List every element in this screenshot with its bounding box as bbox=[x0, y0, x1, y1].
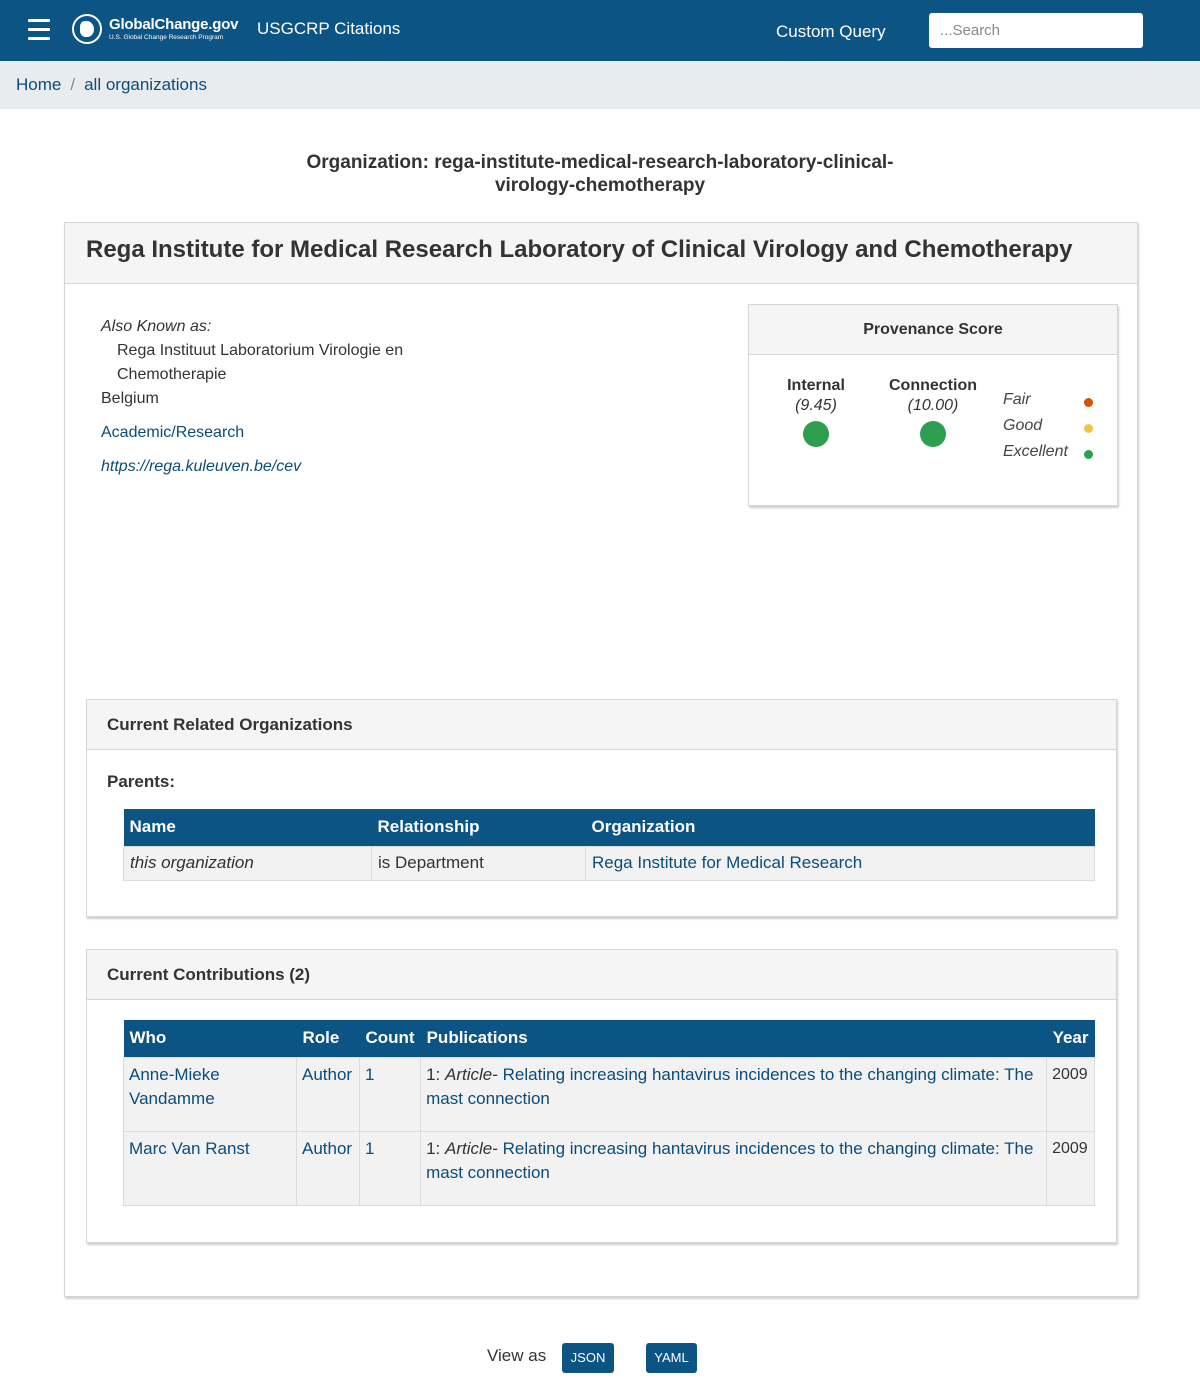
provenance-title: Provenance Score bbox=[749, 305, 1117, 355]
internal-score bbox=[761, 377, 871, 447]
site-title-link[interactable]: USGCRP Citations bbox=[257, 19, 401, 38]
role-cell bbox=[297, 1131, 360, 1205]
connection-status-dot-icon bbox=[920, 421, 946, 447]
publication-cell bbox=[421, 1131, 1047, 1205]
organization-name: Rega Institute for Medical Research Laboratory of Clinical Virology and Chemotherapy bbox=[65, 223, 1137, 284]
legend-fair-label: Fair bbox=[1003, 391, 1031, 408]
pub-index: 1: bbox=[426, 1138, 441, 1158]
publication-link[interactable]: Relating increasing hantavirus incidences to the changing climate: The mast connection bbox=[426, 1138, 1034, 1182]
publication-cell bbox=[421, 1057, 1047, 1131]
parent-name: this organization bbox=[124, 846, 372, 880]
role-link[interactable]: Author bbox=[302, 1138, 353, 1158]
parent-relationship: is Department bbox=[372, 846, 586, 880]
logo-main-text: GlobalChange.gov bbox=[109, 15, 239, 33]
internal-label: Internal bbox=[787, 377, 845, 394]
count-link[interactable]: 1 bbox=[365, 1064, 375, 1084]
legend-excellent-label: Excellent bbox=[1003, 443, 1068, 460]
col-who: Who bbox=[124, 1020, 297, 1057]
col-name: Name bbox=[124, 809, 372, 846]
who-cell bbox=[124, 1057, 297, 1131]
provenance-score-card bbox=[748, 304, 1118, 506]
search-input[interactable] bbox=[929, 13, 1143, 48]
pub-type: Article bbox=[445, 1138, 493, 1158]
custom-query-link[interactable]: Custom Query bbox=[776, 22, 886, 41]
table-row bbox=[124, 1057, 1095, 1131]
breadcrumb-separator: / bbox=[70, 75, 76, 94]
col-role: Role bbox=[297, 1020, 360, 1057]
logo-sub-text: U.S. Global Change Research Program bbox=[109, 33, 224, 41]
contributor-link[interactable]: Anne-Mieke Vandamme bbox=[129, 1064, 220, 1108]
role-link[interactable]: Author bbox=[302, 1064, 353, 1084]
col-publications: Publications bbox=[421, 1020, 1047, 1057]
parent-organization-link[interactable]: Rega Institute for Medical Research bbox=[592, 852, 863, 872]
view-as-label: View as bbox=[487, 1346, 547, 1365]
contributions-card bbox=[86, 949, 1117, 1243]
score-legend bbox=[1003, 391, 1093, 469]
pub-dash: - bbox=[492, 1138, 498, 1158]
col-organization: Organization bbox=[586, 809, 1095, 846]
contributions-table bbox=[123, 1020, 1095, 1206]
year-cell: 2009 bbox=[1047, 1057, 1095, 1131]
pub-dash: - bbox=[492, 1064, 498, 1084]
organization-url-link[interactable]: https://rega.kuleuven.be/cev bbox=[101, 458, 302, 475]
site-logo[interactable] bbox=[72, 14, 238, 44]
excellent-dot-icon bbox=[1084, 450, 1093, 459]
globe-icon bbox=[72, 14, 102, 44]
top-navbar bbox=[0, 0, 1200, 61]
pub-type: Article bbox=[445, 1064, 493, 1084]
connection-label: Connection bbox=[889, 377, 977, 394]
parent-organization-cell bbox=[586, 846, 1095, 880]
col-relationship: Relationship bbox=[372, 809, 586, 846]
breadcrumb-all-organizations[interactable]: all organizations bbox=[84, 75, 207, 94]
breadcrumb-home[interactable]: Home bbox=[16, 75, 62, 94]
col-count: Count bbox=[360, 1020, 421, 1057]
who-cell bbox=[124, 1131, 297, 1205]
year-cell: 2009 bbox=[1047, 1131, 1095, 1205]
legend-fair bbox=[1003, 391, 1093, 417]
organization-type-link[interactable]: Academic/Research bbox=[101, 424, 245, 441]
table-row bbox=[124, 1131, 1095, 1205]
yaml-button[interactable]: YAML bbox=[646, 1343, 697, 1373]
legend-excellent bbox=[1003, 443, 1093, 469]
role-cell bbox=[297, 1057, 360, 1131]
publication-link[interactable]: Relating increasing hantavirus incidences to the changing climate: The mast connection bbox=[426, 1064, 1034, 1108]
col-year: Year bbox=[1047, 1020, 1095, 1057]
aka-label: Also Known as: bbox=[101, 318, 212, 335]
breadcrumb bbox=[0, 61, 1200, 109]
related-organizations-card bbox=[86, 699, 1117, 917]
count-cell bbox=[360, 1057, 421, 1131]
aka-value: Rega Instituut Laboratorium Virologie en Chemotherapie bbox=[117, 342, 404, 383]
fair-dot-icon bbox=[1084, 398, 1093, 407]
legend-good-label: Good bbox=[1003, 417, 1043, 434]
related-organizations-title: Current Related Organizations bbox=[87, 700, 1116, 750]
table-row bbox=[124, 846, 1095, 880]
contributions-title: Current Contributions (2) bbox=[87, 950, 1116, 1000]
internal-status-dot-icon bbox=[803, 421, 829, 447]
count-cell bbox=[360, 1131, 421, 1205]
country: Belgium bbox=[101, 390, 159, 407]
good-dot-icon bbox=[1084, 424, 1093, 433]
pub-index: 1: bbox=[426, 1064, 441, 1084]
organization-details bbox=[101, 315, 461, 479]
contributor-link[interactable]: Marc Van Ranst bbox=[129, 1138, 250, 1158]
organization-card bbox=[64, 222, 1138, 1297]
count-link[interactable]: 1 bbox=[365, 1138, 375, 1158]
legend-good bbox=[1003, 417, 1093, 443]
menu-icon[interactable] bbox=[28, 19, 50, 41]
internal-value: (9.45) bbox=[795, 397, 837, 414]
parents-table bbox=[123, 809, 1095, 881]
connection-score bbox=[878, 377, 988, 447]
page-title: Organization: rega-institute-medical-research-laboratory-clinical-virology-chemotherapy bbox=[306, 152, 894, 196]
connection-value: (10.00) bbox=[907, 397, 959, 414]
json-button[interactable]: JSON bbox=[562, 1343, 614, 1373]
parents-label: Parents: bbox=[107, 772, 176, 791]
